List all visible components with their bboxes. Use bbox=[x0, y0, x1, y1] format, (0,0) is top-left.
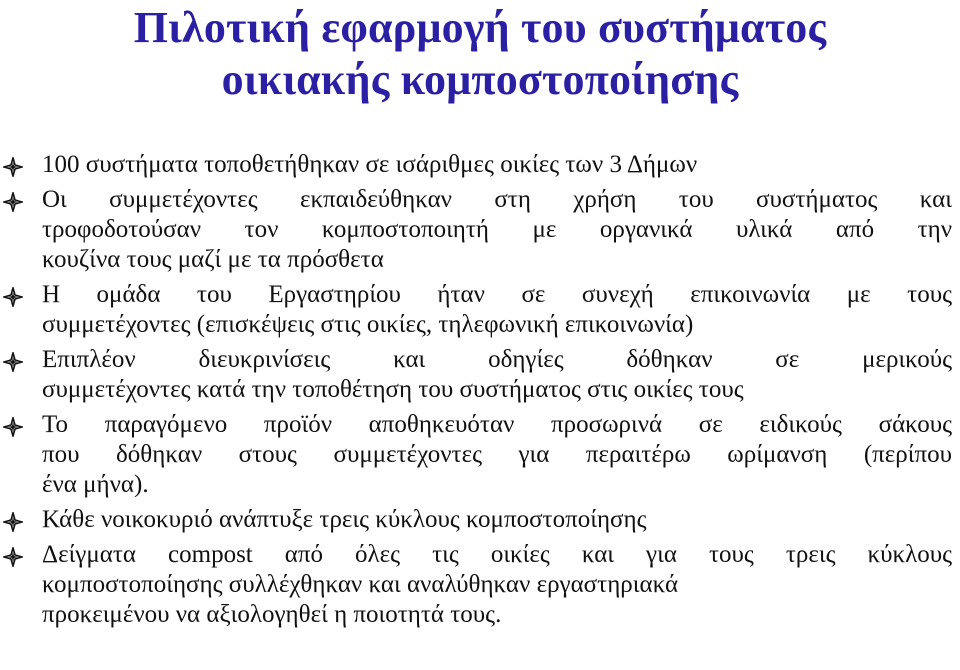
diamond-star-icon bbox=[3, 192, 23, 212]
diamond-star-icon bbox=[3, 352, 23, 372]
bullet-line: τροφοδοτούσαν τον κομποστοποιητή με οργανικά υλικά από την bbox=[42, 216, 952, 243]
bullet-item bbox=[0, 345, 960, 405]
bullet-line: Δείγματα compost από όλες τις οικίες και για τους τρεις κύκλους bbox=[42, 541, 952, 568]
bullet-text bbox=[42, 540, 952, 630]
bullet-line: ένα μήνα). bbox=[42, 471, 149, 498]
diamond-star-icon bbox=[3, 287, 23, 307]
bullet-text bbox=[42, 185, 952, 275]
bullet-line: Οι συμμετέχοντες εκπαιδεύθηκαν στη χρήση του συστήματος και bbox=[42, 186, 952, 213]
bullet-item bbox=[0, 540, 960, 630]
bullet-item bbox=[0, 185, 960, 275]
bullet-text bbox=[42, 410, 952, 500]
bullet-text bbox=[42, 150, 952, 180]
bullet-line: 100 συστήματα τοποθετήθηκαν σε ισάριθμες οικίες των 3 Δήμων bbox=[42, 151, 698, 178]
bullet-item bbox=[0, 410, 960, 500]
bullet-text bbox=[42, 280, 952, 340]
bullet-line: συμμετέχοντες (επισκέψεις στις οικίες, τηλεφωνική επικοινωνία) bbox=[42, 311, 694, 338]
diamond-star-icon bbox=[3, 417, 23, 437]
bullet-item bbox=[0, 280, 960, 340]
bullet-line: κομποστοποίησης συλλέχθηκαν και αναλύθηκαν εργαστηριακά bbox=[42, 571, 679, 598]
slide-title bbox=[0, 2, 960, 106]
bullet-line: Κάθε νοικοκυριό ανάπτυξε τρεις κύκλους κομποστοποίησης bbox=[42, 506, 647, 533]
bullet-item bbox=[0, 505, 960, 535]
bullet-text bbox=[42, 505, 952, 535]
diamond-star-icon bbox=[3, 512, 23, 532]
bullet-line: προκειμένου να αξιολογηθεί η ποιοτητά τους. bbox=[42, 601, 502, 628]
bullet-item bbox=[0, 150, 960, 180]
bullet-line: συμμετέχοντες κατά την τοποθέτηση του συστήματος στις οικίες τους bbox=[42, 376, 744, 403]
bullet-line: Επιπλέον διευκρινίσεις και οδηγίες δόθηκαν σε μερικούς bbox=[42, 346, 952, 373]
bullet-line: Η ομάδα του Εργαστηρίου ήταν σε συνεχή επικοινωνία με τους bbox=[42, 281, 952, 308]
bullet-text bbox=[42, 345, 952, 405]
bullet-line: που δόθηκαν στους συμμετέχοντες για περαιτέρω ωρίμανση (περίπου bbox=[42, 441, 952, 468]
slide-title-line-2: οικιακής κομποστοποίησης bbox=[221, 55, 739, 104]
bullet-list bbox=[0, 150, 960, 635]
diamond-star-icon bbox=[3, 547, 23, 567]
slide-title-line-1: Πιλοτική εφαρμογή του συστήματος bbox=[133, 3, 827, 52]
bullet-line: Το παραγόμενο προϊόν αποθηκευόταν προσωρινά σε ειδικούς σάκους bbox=[42, 411, 952, 438]
bullet-line: κουζίνα τους μαζί με τα πρόσθετα bbox=[42, 246, 384, 273]
diamond-star-icon bbox=[3, 157, 23, 177]
